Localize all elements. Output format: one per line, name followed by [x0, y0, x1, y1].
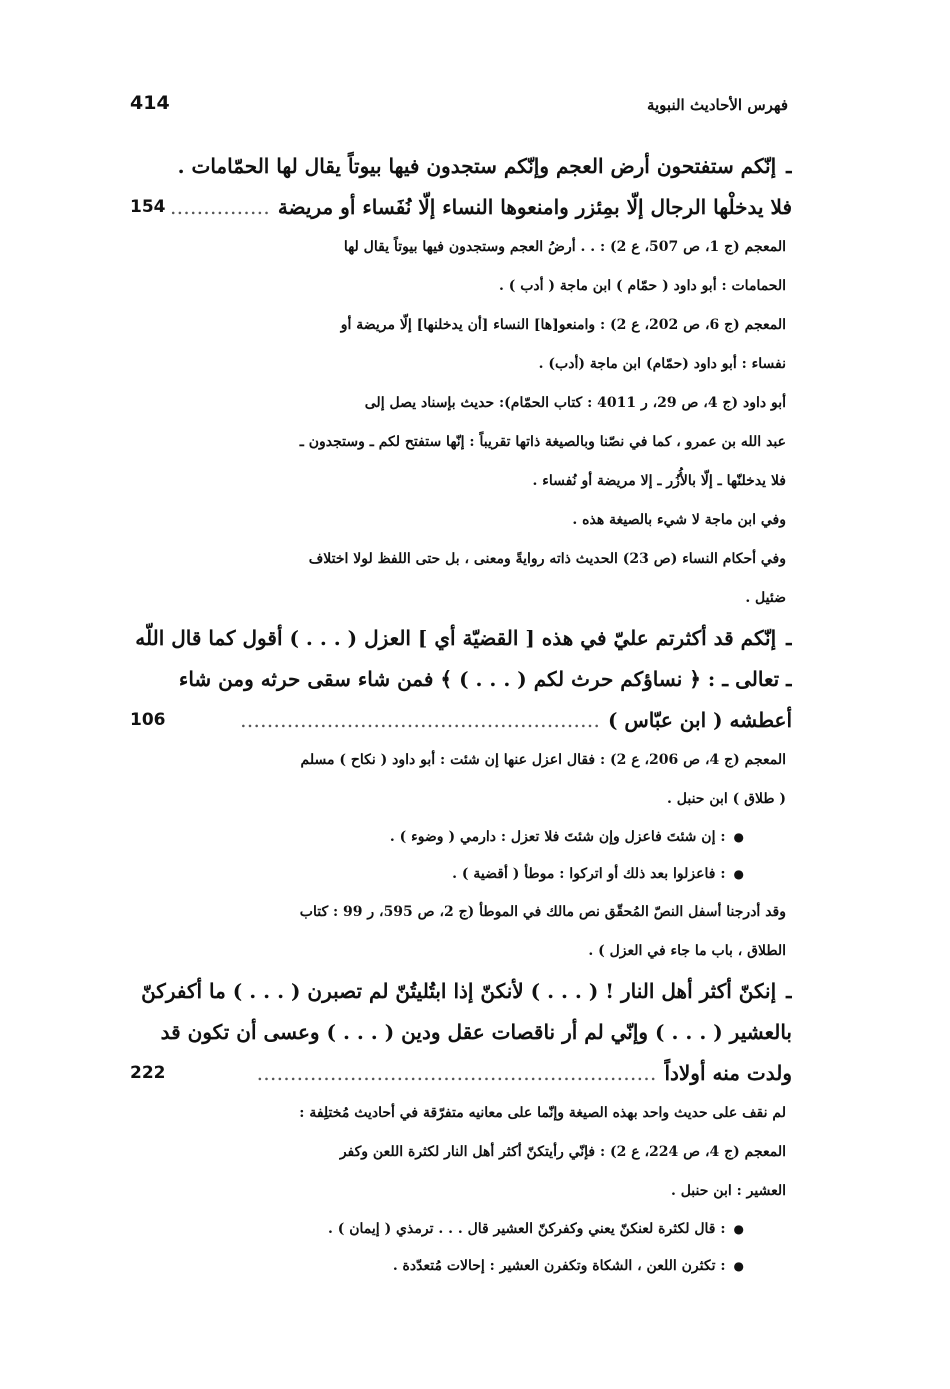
reference-line: [130, 228, 792, 267]
page-reference: 106: [130, 710, 166, 730]
hadith-line: [130, 187, 792, 228]
hadith-line: [130, 618, 792, 659]
reference-line: [130, 267, 792, 306]
line-text: لم نقف على حديث واحد بهذه الصيغة وإنّما على معانيه متفرّقة في أحاديث مُختلِفة :: [299, 1105, 786, 1121]
page-number: 414: [130, 92, 170, 114]
page-reference: 154: [130, 197, 166, 217]
line-text: إنكنّ أكثر أهل النار ! ( . . . ) لأنكنّ إذا ابتُليتُنّ لم تصبرن ( . . . ) ما أكفركنّ: [141, 979, 777, 1003]
reference-line: [130, 345, 792, 384]
hadith-line: [130, 700, 792, 741]
line-text: الطلاق ، باب ما جاء في العزل ) .: [588, 943, 786, 959]
reference-line: [130, 1133, 792, 1172]
reference-line: [130, 306, 792, 345]
entry-dash: ـ: [786, 626, 792, 650]
line-text: المعجم (ج 4، ص 206، ع 2) : فقال اعزل عنها إن شئت : أبو داود ( نكاح ) مسلم: [300, 752, 786, 768]
dot-leader: ……………: [169, 195, 270, 219]
line-text: : تكثرن اللعن ، الشكاة وتكفرن العشير : إحالات مُتعدّدة .: [392, 1258, 726, 1274]
entry-dash: ـ: [786, 154, 792, 178]
line-text: : فاعزلوا بعد ذلك أو اتركوا : موطأ ( أقضية ) .: [452, 866, 726, 882]
reference-line: [130, 893, 792, 932]
line-text: ( طلاق ) ابن حنبل .: [667, 791, 786, 807]
line-text: أعطشه ( ابن عبّاس ): [607, 708, 792, 732]
line-text: وقد أدرجنا أسفل النصّ المُحقّق نص مالك في الموطأ (ج 2، ص 595، ر 99 : كتاب: [299, 904, 786, 920]
line-text: فلا يدخلنّها ـ إلّا بالأُزُر ـ إلا مريضة أو نُفساء .: [532, 473, 786, 489]
line-text: نفساء : أبو داود (حمّام) ابن ماجة (أدب) .: [538, 356, 786, 372]
dot-leader: ……………………………………………………: [256, 1061, 657, 1085]
line-text: العشير : ابن حنبل .: [670, 1183, 786, 1199]
line-text: إنّكم ستفتحون أرض العجم وإنّكم ستجدون فيها بيوتاً يقال لها الحمّامات .: [177, 154, 777, 178]
line-text: إنّكم قد أكثرتم عليّ في هذه [ القضيّة أي ] العزل ( . . . ) أقول كما قال اللّه: [135, 626, 777, 650]
hadith-line: [130, 146, 792, 187]
reference-line: [130, 423, 792, 462]
dot-leader: ………………………………………………: [239, 708, 600, 732]
line-text: ولدت منه أولاداً: [664, 1061, 792, 1085]
bullet-line: [130, 856, 792, 893]
reference-line: [130, 780, 792, 819]
hadith-line: [130, 971, 792, 1012]
line-text: فلا يدخلْها الرجال إلّا بمِئزر وامنعوها النساء إلّا نُفَساء أو مريضة: [277, 195, 792, 219]
line-text: المعجم (ج 6، ص 202، ع 2) : وامنعو[ها] النساء [أن يدخلنها] إلّا مريضة أو: [340, 317, 786, 333]
bullet-line: [130, 819, 792, 856]
line-text: ضئيل .: [745, 590, 786, 606]
reference-line: [130, 579, 792, 618]
line-text: المعجم (ج 1، ص 507، ع 2) : . . أرضُ العجم وستجدون فيها بيوتاً يقال لها: [343, 239, 786, 255]
line-text: المعجم (ج 4، ص 224، ع 2) : فإنّي رأيتكنّ أكثر أهل النار لكثرة اللعن وكفر: [339, 1144, 786, 1160]
reference-line: [130, 741, 792, 780]
bullet-icon: ●: [733, 830, 744, 844]
hadith-line: [130, 1053, 792, 1094]
running-title: فهرس الأحاديث النبوية: [646, 96, 788, 114]
reference-line: [130, 501, 792, 540]
bullet-icon: ●: [733, 867, 744, 881]
page-reference: 222: [130, 1063, 166, 1083]
line-text: وفي أحكام النساء (ص 23) الحديث ذاته روايةً ومعنى ، بل حتى اللفظ لولا اختلاف: [308, 551, 786, 567]
entry-dash: ـ: [786, 979, 792, 1003]
page-header: [130, 92, 788, 128]
line-text: : إن شئتَ فاعزل وإن شئتَ فلا تعزل : دارمي ( وضوء ) .: [389, 829, 726, 845]
line-text: وفي ابن ماجة لا شيء بالصيغة هذه .: [572, 512, 786, 528]
reference-line: [130, 932, 792, 971]
reference-line: [130, 540, 792, 579]
bullet-icon: ●: [733, 1222, 744, 1236]
reference-line: [130, 462, 792, 501]
line-text: أبو داود (ج 4، ص 29، ر 4011 : كتاب الحمّام): حديث بإسناد يصل إلى: [364, 395, 786, 411]
reference-line: [130, 384, 792, 423]
line-text: : قال لكثرة لعنكنّ يعني وكفركنّ العشير قال . . . ترمذي ( إيمان ) .: [328, 1221, 726, 1237]
line-text: ـ تعالى ـ : ﴿ نساؤكم حرث لكم ( . . . ) ﴾ فمن شاء سقى حرثه ومن شاء: [178, 667, 792, 691]
hadith-line: [130, 659, 792, 700]
hadith-line: [130, 1012, 792, 1053]
reference-line: [130, 1094, 792, 1133]
bullet-line: [130, 1248, 792, 1285]
bullet-line: [130, 1211, 792, 1248]
line-text: الحمامات : أبو داود ( حمّام ) ابن ماجة ( أدب ) .: [498, 278, 786, 294]
reference-line: [130, 1172, 792, 1211]
line-text: بالعشير ( . . . ) وإنّي لم أر ناقصات عقل ودين ( . . . ) وعسى أن تكون قد: [160, 1020, 792, 1044]
line-text: عبد الله بن عمرو ، كما في نصّنا وبالصيغة ذاتها تقريباً : إنّها ستفتح لكم ـ وستجدون ـ: [299, 434, 786, 450]
bullet-icon: ●: [733, 1259, 744, 1273]
hadith-index-content: [130, 146, 792, 1285]
